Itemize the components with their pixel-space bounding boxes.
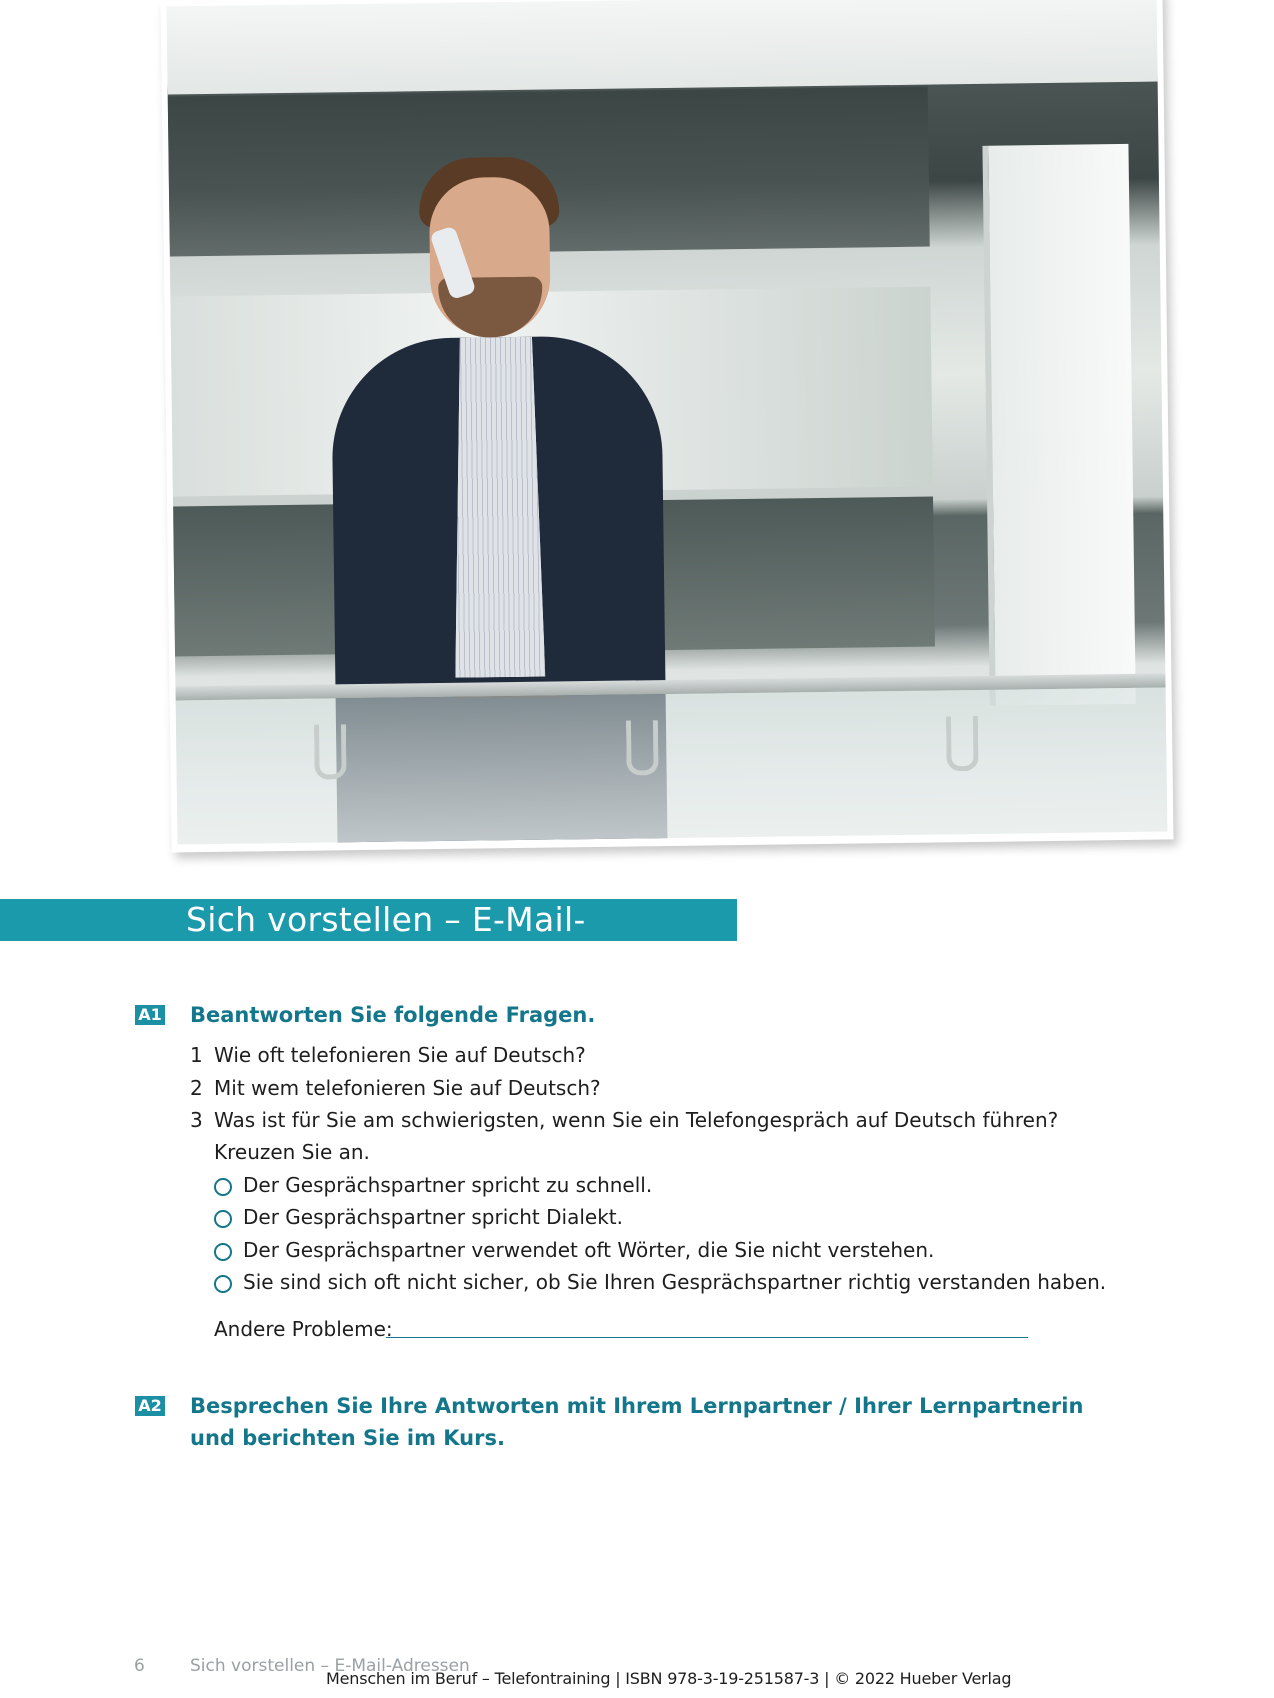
footer-credit: Menschen im Beruf – Telefontraining | ISBN 978-3-19-251587-3 | © 2022 Hueber Verlag: [326, 1669, 1012, 1688]
radio-circle-icon[interactable]: [214, 1275, 232, 1293]
photo-ceiling: [167, 0, 1158, 95]
question-number: 3: [190, 1108, 203, 1132]
question-text: Wie oft telefonieren Sie auf Deutsch?: [214, 1043, 586, 1067]
question-number: 1: [190, 1043, 203, 1067]
question-number: 2: [190, 1076, 203, 1100]
section-title: Sich vorstellen – E-Mail-Adressen: [186, 900, 586, 981]
task-title-a2-line2: und berichten Sie im Kurs.: [190, 1426, 505, 1450]
option-label: Sie sind sich oft nicht sicher, ob Sie Ihren Gesprächspartner richtig verstanden haben.: [243, 1270, 1107, 1294]
railing-bracket: [626, 720, 659, 775]
radio-circle-icon[interactable]: [214, 1210, 232, 1228]
question-text: Mit wem telefonieren Sie auf Deutsch?: [214, 1076, 601, 1100]
footer-section-title: Sich vorstellen – E-Mail-Adressen: [190, 1656, 470, 1676]
instruction-text: Kreuzen Sie an.: [214, 1140, 370, 1164]
question-item: [190, 1072, 601, 1104]
question-item: [190, 1039, 586, 1071]
page-number: 6: [134, 1656, 145, 1676]
section-heading-bar: [0, 899, 737, 981]
radio-circle-icon[interactable]: [214, 1243, 232, 1261]
option-item[interactable]: [214, 1266, 1106, 1298]
option-label: Der Gesprächspartner verwendet oft Wörter, die Sie nicht verstehen.: [243, 1238, 935, 1262]
question-text: Was ist für Sie am schwierigsten, wenn Sie ein Telefongespräch auf Deutsch führen?: [214, 1108, 1059, 1132]
task-badge-a1: A1: [135, 1005, 165, 1025]
person-shirt: [451, 337, 545, 678]
option-label: Der Gesprächspartner spricht zu schnell.: [243, 1173, 653, 1197]
other-problems-answer-line[interactable]: [386, 1337, 1028, 1338]
option-item[interactable]: [214, 1201, 623, 1233]
railing-bracket: [314, 724, 347, 779]
radio-circle-icon[interactable]: [214, 1178, 232, 1196]
other-problems-label: Andere Probleme:: [214, 1317, 393, 1341]
task-badge-a2: A2: [135, 1396, 165, 1416]
question-item: [190, 1104, 1058, 1136]
photo-frame: [160, 0, 1173, 853]
railing-bracket: [946, 716, 979, 771]
option-item[interactable]: [214, 1169, 652, 1201]
task-title-a1: Beantworten Sie folgende Fragen.: [190, 1003, 596, 1027]
businessman-on-phone-photo: [167, 0, 1168, 844]
task-title-a2-line1: Besprechen Sie Ihre Antworten mit Ihrem Lernpartner / Ihrer Lernpartnerin: [190, 1394, 1084, 1418]
option-item[interactable]: [214, 1234, 934, 1266]
option-label: Der Gesprächspartner spricht Dialekt.: [243, 1205, 623, 1229]
photo-window: [982, 144, 1135, 706]
